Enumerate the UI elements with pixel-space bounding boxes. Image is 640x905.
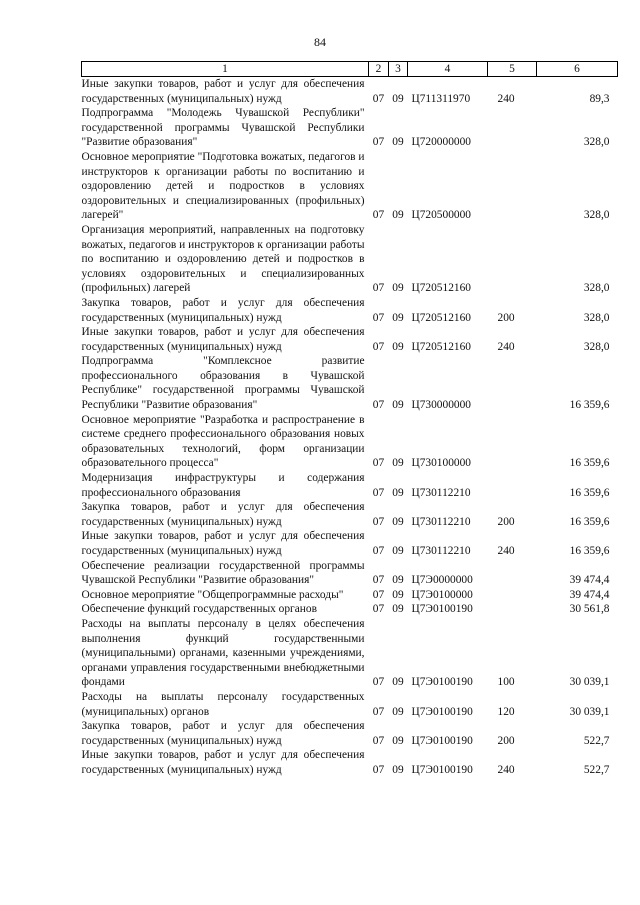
row-subsection: 09 — [392, 574, 404, 587]
row-description: Основное мероприятие "Подготовка вожатых, педагогов и инструкторов к организации работы по воспитанию и оздоровлению детей и подростков в условиях оздоровительных и специализированных (профильных) лагерей" — [81, 150, 365, 222]
table-row — [82, 77, 618, 107]
row-description: Иные закупки товаров, работ и услуг для обеспечения государственных (муниципальных) нужд — [81, 326, 365, 353]
row-subsection: 09 — [392, 486, 404, 499]
row-expense-type: 240 — [497, 92, 515, 105]
table-row — [82, 354, 618, 412]
row-description: Закупка товаров, работ и услуг для обеспечения государственных (муниципальных) нужд — [81, 501, 365, 528]
row-section: 07 — [372, 92, 385, 105]
row-subsection: 09 — [392, 311, 404, 324]
row-amount: 16 359,6 — [569, 399, 610, 412]
row-section: 07 — [372, 763, 385, 776]
row-amount: 30 039,1 — [569, 705, 610, 718]
row-subsection: 09 — [392, 457, 404, 470]
row-amount: 39 474,4 — [569, 588, 610, 601]
row-expense-type: 100 — [497, 676, 515, 689]
row-subsection: 09 — [392, 136, 404, 149]
row-amount: 328,0 — [583, 311, 610, 324]
row-amount: 522,7 — [583, 763, 610, 776]
row-amount: 30 561,8 — [569, 603, 610, 616]
row-subsection: 09 — [392, 734, 404, 747]
row-target-article: Ц730112210 — [411, 545, 471, 557]
row-expense-type: 120 — [497, 705, 515, 718]
row-amount: 328,0 — [583, 209, 610, 222]
row-section: 07 — [372, 209, 385, 222]
row-target-article: Ц730112210 — [411, 515, 471, 528]
row-description: Подпрограмма "Молодежь Чувашской Республики" государственной программы Чувашской Республики "Развитие образования" — [81, 107, 365, 149]
row-description: Подпрограмма "Комплексное развитие профессионального образования в Чувашской Республике" государственной программы Чувашской Республики "Развитие образования" — [81, 355, 365, 412]
row-description: Организация мероприятий, направленных на подготовку вожатых, педагогов и инструкторов к организации работы по воспитанию и оздоровлению детей и подростков в условиях оздоровительных и специализированных (профильных) лагерей — [81, 223, 365, 295]
row-section: 07 — [372, 603, 385, 616]
row-section: 07 — [372, 457, 385, 470]
row-target-article: Ц720512160 — [411, 311, 471, 324]
row-expense-type — [488, 150, 537, 223]
row-target-article: Ц7Э0100190 — [411, 676, 473, 689]
row-description: Модернизация инфраструктуры и содержания профессионального образования — [81, 472, 365, 499]
row-amount: 30 039,1 — [569, 676, 610, 689]
row-target-article: Ц7Э0100190 — [411, 603, 473, 616]
row-section: 07 — [372, 282, 385, 295]
page-number: 84 — [314, 35, 326, 49]
row-description: Иные закупки товаров, работ и услуг для обеспечения государственных (муниципальных) нужд — [81, 530, 365, 557]
row-section: 07 — [372, 136, 385, 149]
row-subsection: 09 — [392, 282, 404, 295]
row-subsection: 09 — [392, 340, 404, 353]
table-row — [82, 617, 618, 690]
row-target-article: Ц7Э0100000 — [411, 588, 473, 601]
row-target-article: Ц7Э0100190 — [411, 705, 473, 718]
row-section: 07 — [372, 545, 385, 557]
row-subsection: 09 — [392, 515, 404, 528]
column-header-1: 1 — [82, 62, 369, 77]
table-row — [82, 529, 618, 558]
row-section: 07 — [372, 574, 385, 587]
table-row — [82, 150, 618, 223]
row-subsection: 09 — [392, 399, 404, 412]
row-amount: 522,7 — [583, 734, 610, 747]
row-expense-type — [488, 471, 537, 500]
row-amount: 16 359,6 — [569, 486, 610, 499]
row-description: Основное мероприятие "Разработка и распространение в системе среднего профессионального образования новых образовательных технологий, форм организации образовательного процесса" — [81, 413, 365, 470]
row-expense-type — [488, 413, 537, 471]
column-header-5: 5 — [488, 62, 537, 77]
row-description: Обеспечение реализации государственной программы Чувашской Республики "Развитие образования" — [81, 559, 365, 587]
row-description: Расходы на выплаты персоналу государственных (муниципальных) органов — [81, 690, 365, 718]
row-section: 07 — [372, 734, 385, 747]
row-target-article: Ц7Э0100190 — [411, 763, 473, 776]
table-row — [82, 588, 618, 603]
row-amount: 328,0 — [583, 340, 610, 353]
column-header-6: 6 — [537, 62, 618, 77]
table-row — [82, 413, 618, 471]
row-section: 07 — [372, 399, 385, 412]
row-section: 07 — [372, 515, 385, 528]
row-description: Обеспечение функций государственных органов — [81, 603, 317, 616]
row-expense-type: 200 — [497, 515, 515, 528]
row-amount: 328,0 — [583, 282, 610, 295]
row-description: Основное мероприятие "Общепрограммные расходы" — [81, 588, 344, 601]
row-subsection: 09 — [392, 209, 404, 222]
row-section: 07 — [372, 588, 385, 601]
table-row — [82, 500, 618, 529]
row-expense-type: 240 — [497, 340, 515, 353]
table-row — [82, 559, 618, 588]
row-section: 07 — [372, 705, 385, 718]
row-expense-type — [488, 106, 537, 150]
row-description: Расходы на выплаты персоналу в целях обеспечения выполнения функций государственными (муниципальными) органами, казенными учреждениями, органами управления государственными внебюджетными фондами — [81, 617, 365, 689]
table-row — [82, 748, 618, 777]
row-expense-type: 240 — [497, 763, 515, 776]
row-expense-type — [488, 559, 537, 588]
row-amount: 16 359,6 — [569, 515, 610, 528]
table-row — [82, 719, 618, 748]
row-subsection: 09 — [392, 603, 404, 616]
row-target-article: Ц7Э0000000 — [411, 574, 473, 587]
column-header-2: 2 — [369, 62, 389, 77]
row-expense-type — [488, 223, 537, 296]
table-row — [82, 296, 618, 325]
row-amount: 16 359,6 — [569, 545, 610, 557]
row-amount: 89,3 — [589, 92, 610, 105]
row-section: 07 — [372, 676, 385, 689]
table-row — [82, 325, 618, 354]
row-target-article: Ц720000000 — [411, 136, 471, 149]
row-expense-type — [488, 354, 537, 412]
table-row — [82, 223, 618, 296]
row-target-article: Ц720512160 — [411, 340, 471, 353]
row-target-article: Ц720500000 — [411, 209, 471, 222]
row-section: 07 — [372, 340, 385, 353]
row-target-article: Ц720512160 — [411, 282, 471, 295]
row-section: 07 — [372, 311, 385, 324]
row-section: 07 — [372, 486, 385, 499]
table-row — [82, 690, 618, 719]
column-header-3: 3 — [389, 62, 408, 77]
row-target-article: Ц7Э0100190 — [411, 734, 473, 747]
row-expense-type: 200 — [497, 311, 515, 324]
row-subsection: 09 — [392, 705, 404, 718]
table-header-row — [82, 62, 618, 77]
row-target-article: Ц730100000 — [411, 457, 471, 470]
row-target-article: Ц711311970 — [411, 92, 471, 105]
table-row — [82, 471, 618, 500]
row-subsection: 09 — [392, 545, 404, 557]
row-expense-type: 240 — [497, 545, 515, 557]
row-expense-type — [488, 588, 537, 603]
row-expense-type — [488, 602, 537, 617]
table-row — [82, 602, 618, 617]
row-amount: 39 474,4 — [569, 574, 610, 587]
row-subsection: 09 — [392, 92, 404, 105]
row-target-article: Ц730000000 — [411, 399, 471, 412]
row-subsection: 09 — [392, 763, 404, 776]
budget-table — [81, 61, 618, 778]
row-description: Иные закупки товаров, работ и услуг для обеспечения государственных (муниципальных) нужд — [81, 78, 365, 105]
row-subsection: 09 — [392, 588, 404, 601]
row-amount: 16 359,6 — [569, 457, 610, 470]
row-target-article: Ц730112210 — [411, 486, 471, 499]
table-row — [82, 106, 618, 150]
row-expense-type: 200 — [497, 734, 515, 747]
row-description: Закупка товаров, работ и услуг для обеспечения государственных (муниципальных) нужд — [81, 296, 365, 324]
row-description: Иные закупки товаров, работ и услуг для обеспечения государственных (муниципальных) нужд — [81, 749, 365, 776]
row-description: Закупка товаров, работ и услуг для обеспечения государственных (муниципальных) нужд — [81, 720, 365, 747]
row-subsection: 09 — [392, 676, 404, 689]
column-header-4: 4 — [408, 62, 488, 77]
row-amount: 328,0 — [583, 136, 610, 149]
